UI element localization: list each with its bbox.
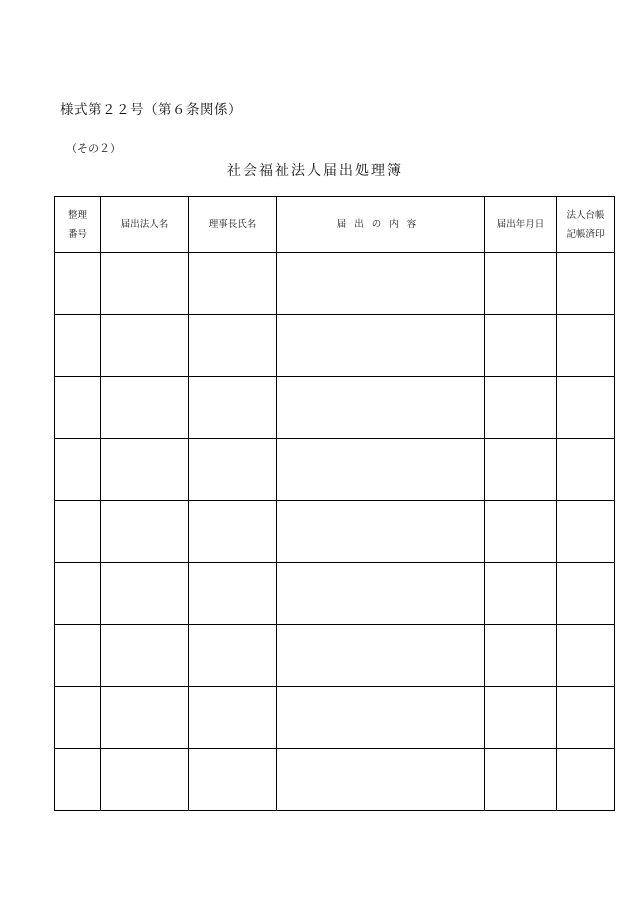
ledger-body [55,253,615,811]
header-chair-name-label: 理事長氏名 [208,219,257,230]
header-cell-content [277,197,485,253]
cell-corp-name[interactable] [101,253,189,315]
cell-serial[interactable] [55,563,101,625]
document-title: 社会福祉法人届出処理簿 [227,163,403,179]
cell-date[interactable] [485,563,557,625]
header-cell-serial [55,197,101,253]
cell-serial[interactable] [55,253,101,315]
header-cell-ledger-done [557,197,615,253]
cell-chair-name[interactable] [189,253,277,315]
cell-corp-name[interactable] [101,501,189,563]
cell-content[interactable] [277,501,485,563]
header-corp-name-label: 届出法人名 [120,219,169,230]
cell-serial[interactable] [55,377,101,439]
cell-content[interactable] [277,687,485,749]
table-row [55,749,615,811]
cell-serial[interactable] [55,625,101,687]
cell-chair-name[interactable] [189,439,277,501]
cell-ledger-done[interactable] [557,315,615,377]
cell-date[interactable] [485,315,557,377]
cell-ledger-done[interactable] [557,687,615,749]
header-cell-corp-name [101,197,189,253]
cell-ledger-done[interactable] [557,563,615,625]
cell-date[interactable] [485,439,557,501]
cell-corp-name[interactable] [101,687,189,749]
table-row [55,687,615,749]
sub-label: （その２） [66,142,121,155]
cell-date[interactable] [485,377,557,439]
cell-corp-name[interactable] [101,315,189,377]
cell-ledger-done[interactable] [557,749,615,811]
cell-content[interactable] [277,377,485,439]
table-row [55,501,615,563]
cell-corp-name[interactable] [101,377,189,439]
cell-content[interactable] [277,253,485,315]
cell-serial[interactable] [55,749,101,811]
cell-corp-name[interactable] [101,439,189,501]
cell-content[interactable] [277,439,485,501]
cell-serial[interactable] [55,687,101,749]
cell-serial[interactable] [55,315,101,377]
table-row [55,377,615,439]
header-ledger-done-label: 法人台帳 記帳済印 [566,209,605,240]
cell-date[interactable] [485,253,557,315]
cell-content[interactable] [277,749,485,811]
header-row [55,197,615,253]
table-row [55,253,615,315]
cell-ledger-done[interactable] [557,501,615,563]
ledger-table [54,196,615,811]
header-cell-chair-name [189,197,277,253]
header-date-label: 届出年月日 [496,219,545,230]
cell-content[interactable] [277,625,485,687]
cell-content[interactable] [277,563,485,625]
table-row [55,625,615,687]
cell-date[interactable] [485,687,557,749]
header-serial-label: 整理 番号 [67,209,87,240]
cell-ledger-done[interactable] [557,253,615,315]
cell-date[interactable] [485,625,557,687]
table-row [55,563,615,625]
cell-date[interactable] [485,749,557,811]
header-content-label: 届出の内容 [336,219,425,230]
cell-content[interactable] [277,315,485,377]
header-cell-date [485,197,557,253]
cell-corp-name[interactable] [101,625,189,687]
cell-serial[interactable] [55,501,101,563]
table-row [55,439,615,501]
cell-chair-name[interactable] [189,625,277,687]
cell-chair-name[interactable] [189,749,277,811]
cell-corp-name[interactable] [101,563,189,625]
cell-chair-name[interactable] [189,687,277,749]
cell-chair-name[interactable] [189,501,277,563]
cell-chair-name[interactable] [189,377,277,439]
cell-ledger-done[interactable] [557,439,615,501]
cell-date[interactable] [485,501,557,563]
form-number: 様式第２２号（第６条関係） [60,102,242,118]
table-row [55,315,615,377]
cell-chair-name[interactable] [189,563,277,625]
cell-chair-name[interactable] [189,315,277,377]
cell-corp-name[interactable] [101,749,189,811]
cell-serial[interactable] [55,439,101,501]
cell-ledger-done[interactable] [557,377,615,439]
cell-ledger-done[interactable] [557,625,615,687]
